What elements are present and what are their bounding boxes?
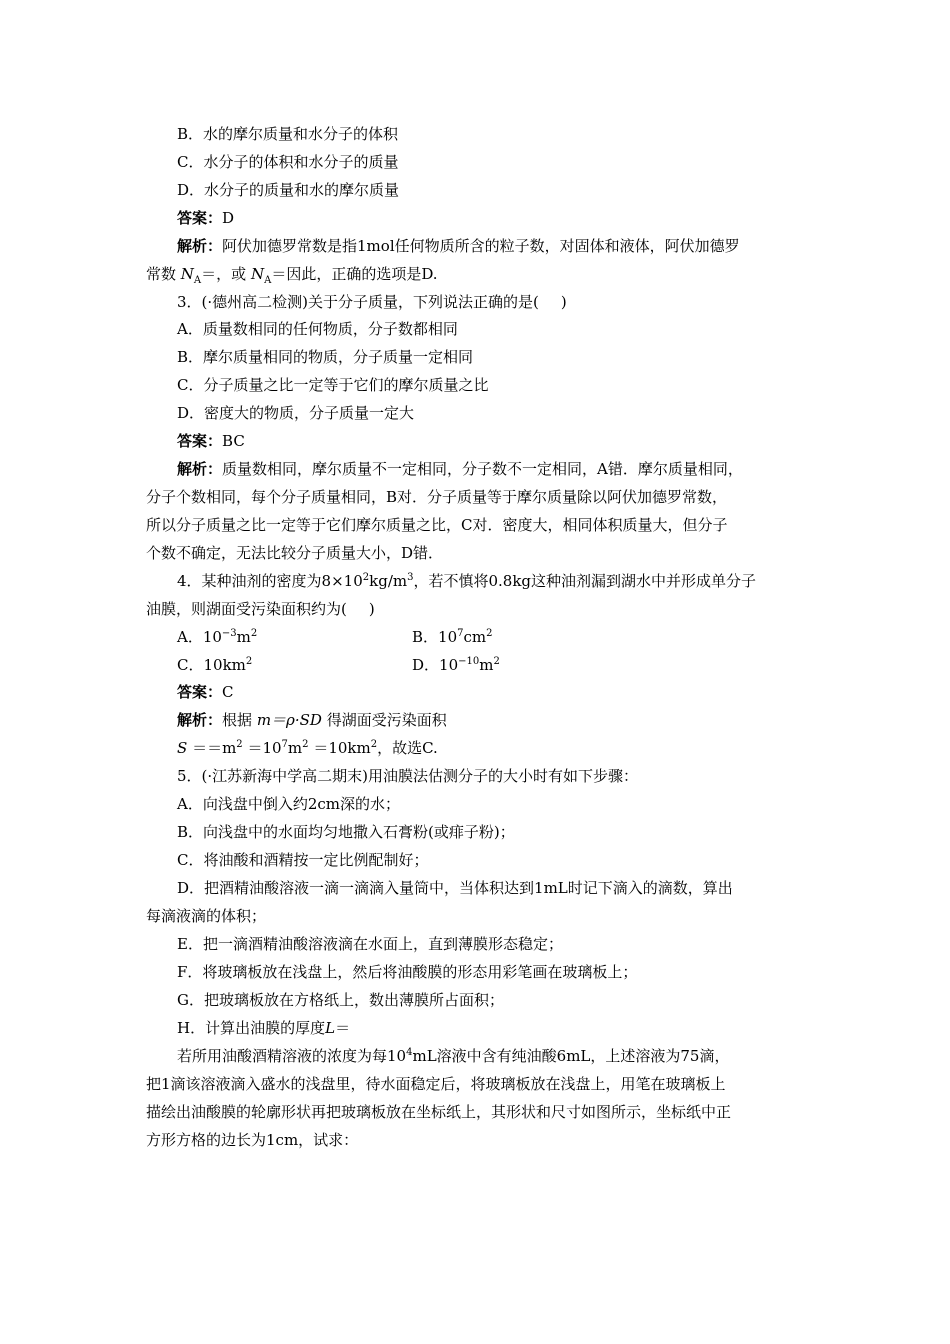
q5-step-a: A．向浅盘中倒入约2cm深的水； bbox=[177, 795, 401, 813]
avogadro-subscript: A bbox=[193, 275, 202, 286]
q5-paragraph-line-2: 把1滴该溶液滴入盛水的浅盘里，待水面稳定后，将玻璃板放在浅盘上，用笔在玻璃板上 bbox=[146, 1075, 726, 1093]
step-text: H．计算出油膜的厚度 bbox=[177, 1019, 326, 1037]
answer-value: C bbox=[222, 683, 234, 701]
q4-answer bbox=[177, 682, 234, 702]
q4-calculation bbox=[177, 738, 438, 758]
avogadro-symbol: N bbox=[180, 265, 194, 283]
calc-text: ＝10km bbox=[313, 739, 371, 757]
paragraph-text: 若所用油酸酒精溶液的浓度为每10 bbox=[177, 1047, 407, 1065]
exponent: 2 bbox=[236, 739, 243, 750]
q5-step-c: C．将油酸和酒精按一定比例配制好； bbox=[177, 851, 429, 869]
paragraph-text: mL溶液中含有纯油酸6mL，上述溶液为75滴， bbox=[412, 1047, 730, 1065]
q4-stem-text: ，若不慎将0.8kg这种油剂漏到湖水中并形成单分子 bbox=[413, 572, 757, 590]
q5-step-f: F．将玻璃板放在浅盘上，然后将油酸膜的形态用彩笔画在玻璃板上； bbox=[177, 963, 638, 981]
q3-analysis-line-3: 所以分子质量之比一定等于它们摩尔质量之比，C对．密度大，相同体积质量大，但分子 bbox=[146, 516, 728, 534]
q5-step-b: B．向浅盘中的水面均匀地撒入石膏粉(或痱子粉)； bbox=[177, 823, 515, 841]
exponent: 4 bbox=[406, 1047, 413, 1058]
q3-stem bbox=[177, 292, 567, 312]
analysis-label: 解析： bbox=[177, 237, 223, 255]
exponent: −10 bbox=[458, 656, 480, 667]
q4-stem-text: kg/m bbox=[369, 572, 408, 590]
step-text: ＝ bbox=[335, 1019, 351, 1037]
exponent: 7 bbox=[281, 739, 288, 750]
calc-text: ＝＝m bbox=[192, 739, 237, 757]
exponent: 2 bbox=[362, 572, 370, 583]
q2-analysis-line-1 bbox=[177, 236, 740, 256]
q3-stem-text: 3．(·德州高二检测)关于分子质量，下列说法正确的是( bbox=[177, 293, 539, 311]
q5-step-e: E．把一滴酒精油酸溶液滴在水面上，直到薄膜形态稳定； bbox=[177, 935, 563, 953]
option-text: C．10km bbox=[177, 656, 246, 674]
q3-option-d: D．密度大的物质，分子质量一定大 bbox=[177, 404, 415, 422]
option-unit: m bbox=[479, 656, 494, 674]
q3-option-a: A．质量数相同的任何物质，分子数都相同 bbox=[177, 320, 458, 338]
q5-paragraph-line-4: 方形方格的边长为1cm，试求： bbox=[146, 1131, 359, 1149]
analysis-text: 根据 bbox=[222, 711, 253, 729]
q2-option-c: C．水分子的体积和水分子的质量 bbox=[177, 153, 399, 171]
q4-stem-text: 4．某种油剂的密度为8×10 bbox=[177, 572, 363, 590]
option-text: B．10 bbox=[412, 628, 458, 646]
answer-value: BC bbox=[222, 432, 245, 450]
calc-text: m bbox=[287, 739, 303, 757]
q4-option-c bbox=[177, 655, 252, 675]
analysis-text: 常数 bbox=[146, 265, 177, 283]
q4-stem-text: 油膜，则湖面受污染面积约为( bbox=[146, 600, 347, 618]
exponent: 2 bbox=[370, 739, 378, 750]
q5-step-d-line-2: 每滴液滴的体积； bbox=[146, 907, 267, 925]
exponent: 7 bbox=[457, 628, 464, 639]
exponent: 2 bbox=[302, 739, 309, 750]
avogadro-subscript: A bbox=[264, 275, 272, 286]
q3-answer bbox=[177, 431, 245, 451]
q4-option-b bbox=[412, 627, 493, 647]
option-unit: cm bbox=[463, 628, 487, 646]
analysis-text: ＝，或 bbox=[201, 265, 247, 283]
q3-analysis-line-4: 个数不确定，无法比较分子质量大小，D错． bbox=[146, 544, 444, 562]
answer-label: 答案： bbox=[177, 432, 223, 450]
exponent: 2 bbox=[486, 628, 493, 639]
exponent: −3 bbox=[221, 628, 237, 639]
analysis-text: 质量数相同，摩尔质量不一定相同，分子数不一定相同，A错．摩尔质量相同， bbox=[222, 460, 743, 478]
avogadro-symbol: N bbox=[250, 265, 265, 283]
q2-analysis-line-2 bbox=[146, 264, 438, 284]
exponent: 3 bbox=[407, 572, 414, 583]
q3-stem-close: ) bbox=[560, 293, 567, 311]
analysis-label: 解析： bbox=[177, 460, 223, 478]
q2-option-b: B．水的摩尔质量和水分子的体积 bbox=[177, 125, 399, 143]
q5-step-d-line-1: D．把酒精油酸溶液一滴一滴滴入量筒中，当体积达到1mL时记下滴入的滴数，算出 bbox=[177, 879, 733, 897]
q4-stem-line-2 bbox=[146, 599, 375, 619]
q3-analysis-line-1 bbox=[177, 459, 743, 479]
analysis-text: 得湖面受污染面积 bbox=[326, 711, 447, 729]
q4-option-a bbox=[177, 627, 257, 647]
exponent: 2 bbox=[245, 656, 253, 667]
option-text: A．10 bbox=[177, 628, 222, 646]
variable: L bbox=[325, 1019, 336, 1037]
formula: m＝ρ·SD bbox=[256, 711, 322, 729]
q5-step-g: G．把玻璃板放在方格纸上，数出薄膜所占面积； bbox=[177, 991, 504, 1009]
q2-answer bbox=[177, 208, 234, 228]
answer-value: D bbox=[222, 209, 235, 227]
calc-text: ＝10 bbox=[247, 739, 282, 757]
q4-analysis-line-1 bbox=[177, 710, 447, 730]
q2-option-d: D．水分子的质量和水的摩尔质量 bbox=[177, 181, 400, 199]
exponent: 2 bbox=[250, 628, 258, 639]
option-text: D．10 bbox=[412, 656, 459, 674]
q3-option-b: B．摩尔质量相同的物质，分子质量一定相同 bbox=[177, 348, 474, 366]
q3-option-c: C．分子质量之比一定等于它们的摩尔质量之比 bbox=[177, 376, 489, 394]
answer-label: 答案： bbox=[177, 209, 223, 227]
variable: S bbox=[177, 739, 188, 757]
analysis-text: 阿伏加德罗常数是指1mol任何物质所含的粒子数，对固体和液体，阿伏加德罗 bbox=[222, 237, 740, 255]
q4-option-d bbox=[412, 655, 500, 675]
q5-paragraph-line-3: 描绘出油酸膜的轮廓形状再把玻璃板放在坐标纸上，其形状和尺寸如图所示，坐标纸中正 bbox=[146, 1103, 732, 1121]
q5-step-h bbox=[177, 1018, 350, 1038]
q4-stem-close: ) bbox=[368, 600, 375, 618]
q4-stem-line-1 bbox=[177, 571, 756, 591]
q3-analysis-line-2: 分子个数相同，每个分子质量相同，B对．分子质量等于摩尔质量除以阿伏加德罗常数， bbox=[146, 488, 728, 506]
option-unit: m bbox=[236, 628, 251, 646]
analysis-text: ＝因此，正确的选项是D. bbox=[271, 265, 438, 283]
analysis-label: 解析： bbox=[177, 711, 223, 729]
answer-label: 答案： bbox=[177, 683, 223, 701]
q5-stem: 5．(·江苏新海中学高二期末)用油膜法估测分子的大小时有如下步骤： bbox=[177, 767, 639, 785]
q5-paragraph-line-1 bbox=[177, 1046, 729, 1066]
calc-text: ，故选C. bbox=[377, 739, 438, 757]
exponent: 2 bbox=[493, 656, 500, 667]
